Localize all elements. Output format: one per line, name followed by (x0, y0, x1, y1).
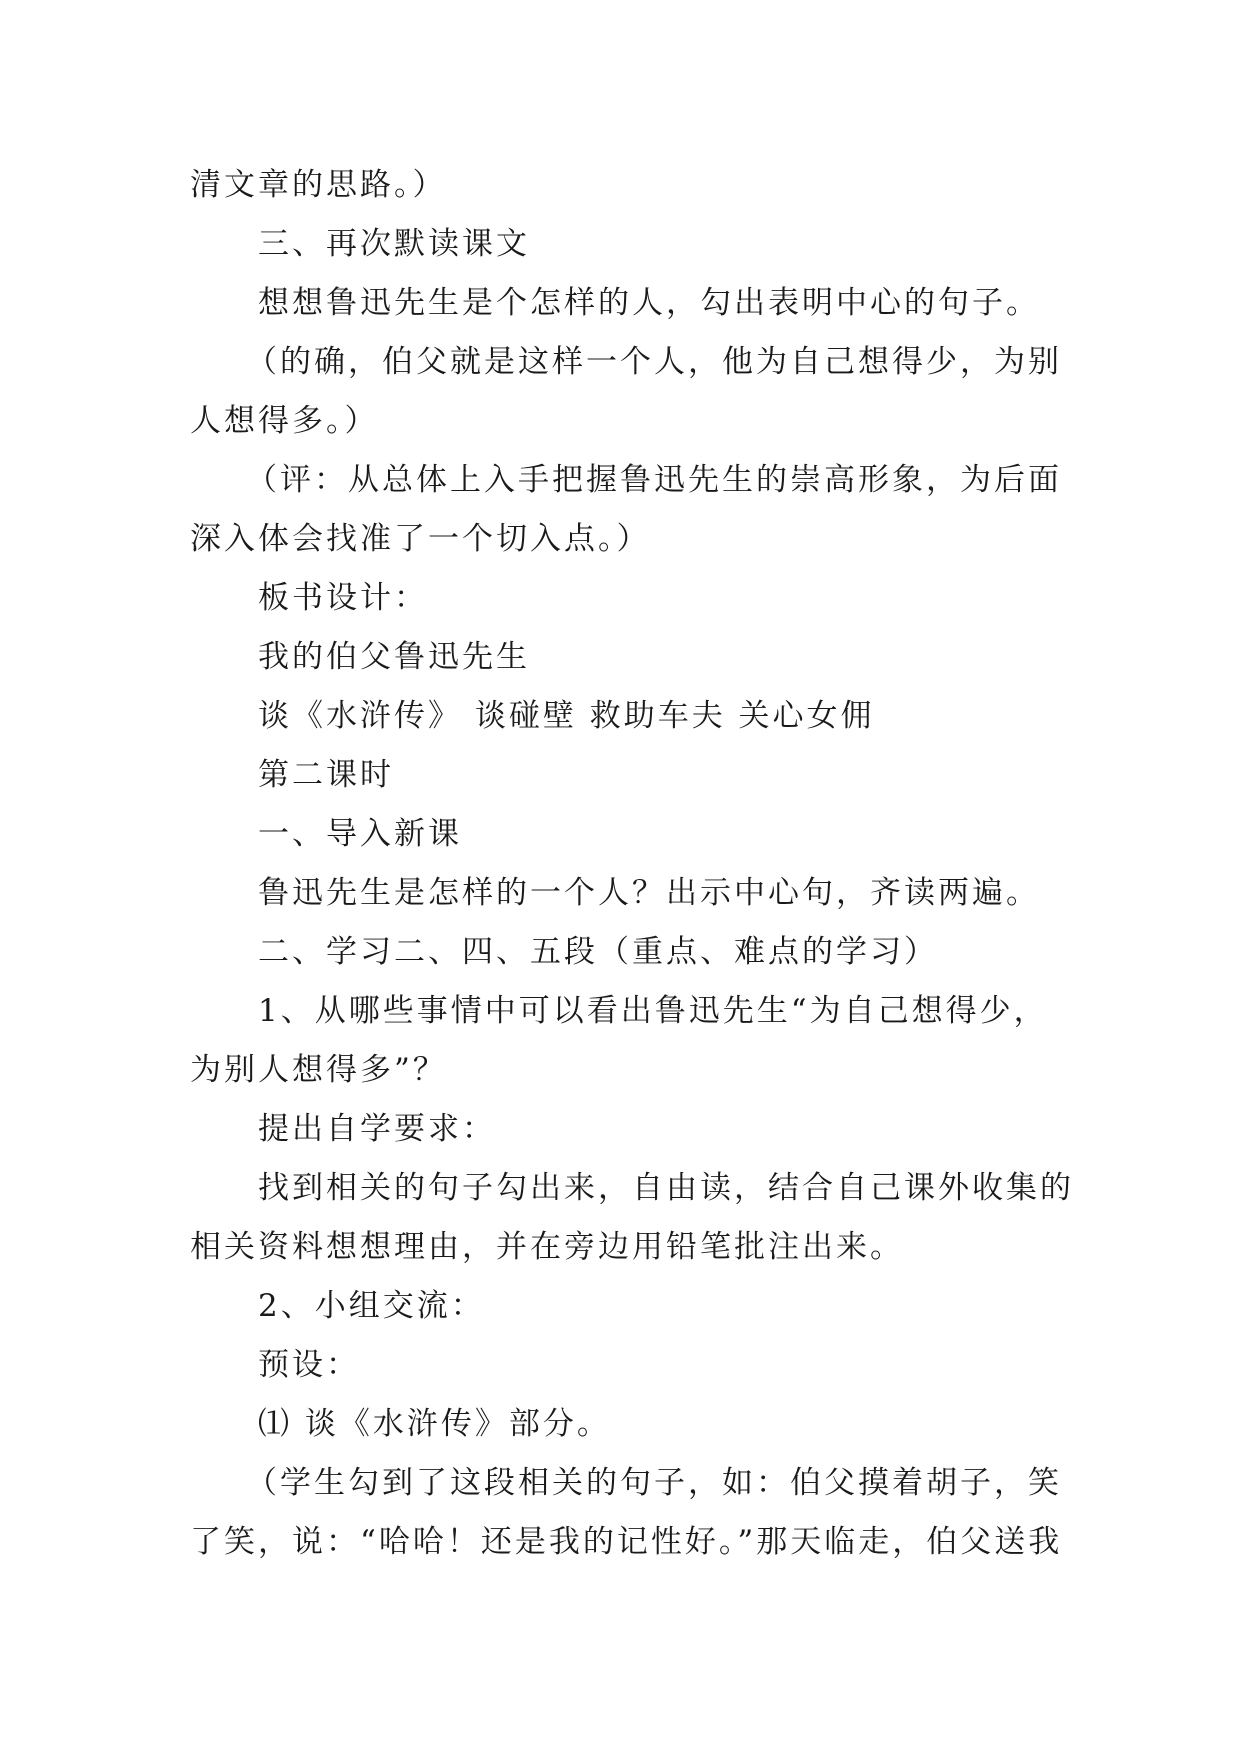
text-line: 相关资料想想理由，并在旁边用铅笔批注出来。 (190, 1229, 904, 1265)
text-line: 深入体会找准了一个切入点。） (190, 521, 651, 557)
text-line: 想想鲁迅先生是个怎样的人，勾出表明中心的句子。 (258, 285, 1040, 321)
text-line: （的确，伯父就是这样一个人，他为自己想得少，为别 (246, 344, 1062, 380)
text-line: 人想得多。） (190, 403, 379, 439)
text-line: 清文章的思路。） (190, 167, 447, 203)
section-heading: 二、学习二、四、五段（重点、难点的学习） (258, 934, 938, 970)
text-line: 鲁迅先生是怎样的一个人？出示中心句，齐读两遍。 (258, 875, 1040, 911)
text-line: 1、从哪些事情中可以看出鲁迅先生“为自己想得少， (258, 993, 1048, 1029)
text-line: 我的伯父鲁迅先生 (258, 639, 530, 675)
text-line: 提出自学要求： (258, 1111, 496, 1147)
text-line: 找到相关的句子勾出来，自由读，结合自己课外收集的 (258, 1170, 1074, 1206)
section-heading: 一、导入新课 (258, 816, 462, 852)
text-line: 2、小组交流： (258, 1288, 485, 1324)
text-line: 了笑，说：“哈哈！还是我的记性好。”那天临走，伯父送我 (190, 1524, 1063, 1560)
text-line: 为别人想得多”？ (190, 1052, 447, 1088)
text-line: ⑴ 谈《水浒传》部分。 (258, 1406, 611, 1442)
text-line: 板书设计： (258, 580, 428, 616)
text-line: （评：从总体上入手把握鲁迅先生的崇高形象，为后面 (246, 462, 1062, 498)
text-line: 预设： (258, 1347, 360, 1383)
section-heading: 三、再次默读课文 (258, 226, 530, 262)
section-heading: 第二课时 (258, 757, 394, 793)
text-line: 谈《水浒传》 谈碰壁 救助车夫 关心女佣 (258, 698, 875, 734)
text-line: （学生勾到了这段相关的句子，如：伯父摸着胡子，笑 (246, 1465, 1062, 1501)
